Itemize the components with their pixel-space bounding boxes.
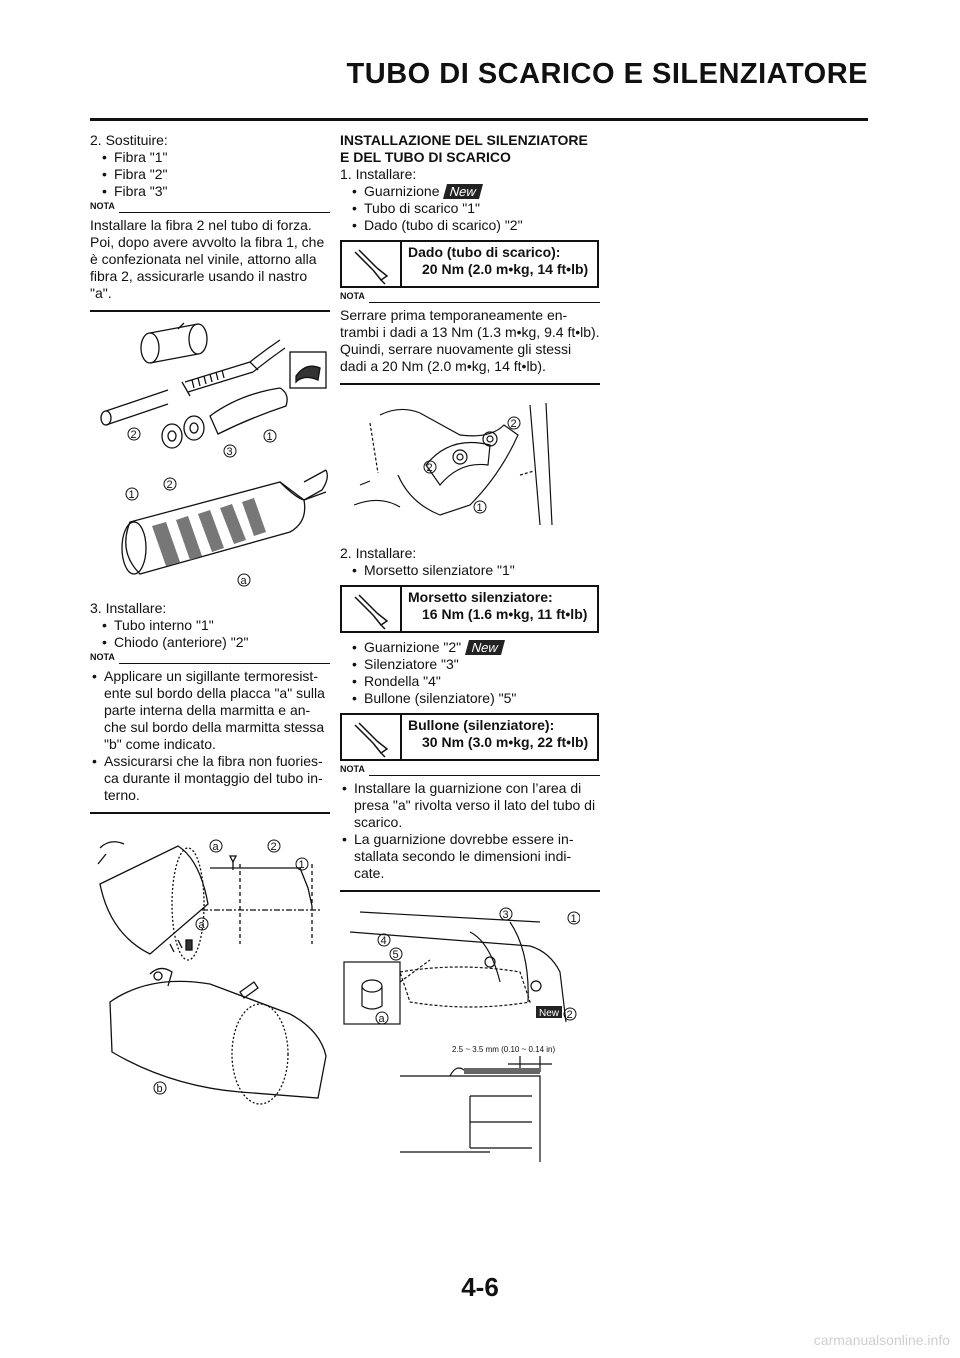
list-item: • Guarnizione New — [364, 183, 600, 200]
list-item: • Rondella "4" — [364, 673, 600, 690]
callout-label: b — [156, 1083, 163, 1095]
callout-label: 2 — [510, 418, 517, 430]
step3-list — [90, 617, 330, 651]
nota-label: NOTA — [340, 764, 365, 774]
torque-wrench-icon — [351, 591, 391, 631]
list-item: • Guarnizione "2" New — [364, 639, 600, 656]
nota-item: • Applicare un sigillante termoresist-ente sul bordo della placca "a" sulla parte interna della marmitta e an-che sul bordo della marmitta stessa "b" come indicato. — [104, 668, 330, 753]
torque-value: 20 Nm (2.0 m•kg, 14 ft•lb) — [422, 261, 589, 277]
step1-list — [340, 183, 600, 234]
nota-label: NOTA — [340, 291, 365, 301]
list-item: • Tubo di scarico "1" — [364, 200, 600, 217]
list-item: • Silenziatore "3" — [364, 656, 600, 673]
page-number: 4-6 — [461, 1272, 499, 1302]
list-item: • Tubo interno "1" — [114, 617, 330, 634]
callout-label: 2 — [426, 462, 433, 474]
muffler-install-figure — [340, 902, 580, 1032]
list-item: • Bullone (silenziatore) "5" — [364, 690, 600, 707]
fiber-installation-figure — [90, 322, 330, 590]
gasket-dimension-figure — [340, 1042, 580, 1166]
right-column — [340, 132, 600, 1176]
callout-label: 2 — [566, 1009, 573, 1021]
list-item: • Morsetto silenziatore "1" — [364, 562, 600, 579]
torque-spec — [340, 240, 599, 288]
callout-label: 3 — [226, 446, 233, 458]
callout-label: 3 — [502, 909, 509, 921]
step1-head: 1. Installare: — [340, 166, 417, 182]
new-badge: New — [443, 184, 483, 199]
section-heading: INSTALLAZIONE DEL SILENZIATORE E DEL TUBO DI SCARICO — [340, 132, 588, 165]
nota-box — [340, 764, 600, 892]
callout-label: 1 — [266, 431, 273, 443]
callout-label: 2 — [270, 841, 277, 853]
list-item: • Fibra "1" — [114, 149, 330, 166]
left-column — [90, 132, 330, 1124]
nota-item: • La guarnizione dovrebbe essere in-stallata secondo le dimensioni indi-cate. — [354, 831, 600, 882]
torque-label: Bullone (silenziatore): — [408, 717, 555, 733]
list-item: • Dado (tubo di scarico) "2" — [364, 217, 600, 234]
nota-box — [340, 291, 600, 385]
torque-spec — [340, 713, 599, 761]
list-item: • Chiodo (anteriore) "2" — [114, 634, 330, 651]
list-item: • Fibra "3" — [114, 183, 330, 200]
exhaust-pipe-figure — [340, 395, 560, 535]
callout-label: 2 — [166, 479, 173, 491]
torque-wrench-icon — [351, 719, 391, 759]
new-badge: New — [539, 1008, 560, 1019]
callout-label: 4 — [380, 935, 387, 947]
step2r-list — [340, 562, 600, 579]
callout-label: 1 — [298, 859, 305, 871]
nota-label: NOTA — [90, 652, 115, 662]
watermark: carmanualsonline.info — [813, 1332, 950, 1348]
page-title: TUBO DI SCARICO E SILENZIATORE — [346, 58, 868, 90]
callout-label: a — [212, 841, 219, 853]
nota-box — [90, 201, 330, 312]
torque-label: Dado (tubo di scarico): — [408, 244, 561, 260]
callout-label: a — [198, 919, 205, 931]
step2b-list — [340, 639, 600, 707]
step3-head: 3. Installare: — [90, 600, 167, 616]
callout-label: 5 — [392, 949, 399, 961]
callout-label: a — [378, 1013, 385, 1025]
nota-text: Serrare prima temporaneamente en-trambi i dadi a 13 Nm (1.3 m•kg, 9.4 ft•lb). Quindi, serrare nuovamente gli stessi dadi a 20 Nm (2.0 m•kg, 14 ft•lb). — [340, 307, 600, 374]
callout-label: 2 — [130, 429, 137, 441]
callout-label: 1 — [128, 489, 135, 501]
step2r-head: 2. Installare: — [340, 545, 417, 561]
step2-list — [90, 149, 330, 200]
nota-label: NOTA — [90, 201, 115, 211]
nota-text: Installare la fibra 2 nel tubo di forza. Poi, dopo avere avvolto la fibra 1, che è confezionata nel vinile, attorno alla fibra 2, assicurarle usando il nastro "a". — [90, 217, 325, 301]
new-badge: New — [465, 640, 505, 655]
callout-label: a — [240, 575, 247, 587]
torque-wrench-icon — [351, 246, 391, 286]
callout-label: 1 — [476, 502, 483, 514]
torque-label: Morsetto silenziatore: — [408, 589, 553, 605]
torque-value: 30 Nm (3.0 m•kg, 22 ft•lb) — [422, 734, 589, 750]
nota-item: • Installare la guarnizione con l’area di presa "a" rivolta verso il lato del tubo di scarico. — [354, 780, 600, 831]
nota-item: • Assicurarsi che la fibra non fuories-ca durante il montaggio del tubo in-terno. — [104, 753, 330, 804]
dimension-label: 2.5 ~ 3.5 mm (0.10 ~ 0.14 in) — [452, 1045, 556, 1054]
torque-value: 16 Nm (1.6 m•kg, 11 ft•lb) — [422, 606, 588, 622]
inner-tube-figure — [90, 824, 330, 1114]
title-rule — [90, 118, 868, 121]
nota-box — [90, 652, 330, 814]
list-item: • Fibra "2" — [114, 166, 330, 183]
torque-spec — [340, 585, 599, 633]
step2-head: 2. Sostituire: — [90, 132, 168, 148]
callout-label: 1 — [570, 913, 577, 925]
